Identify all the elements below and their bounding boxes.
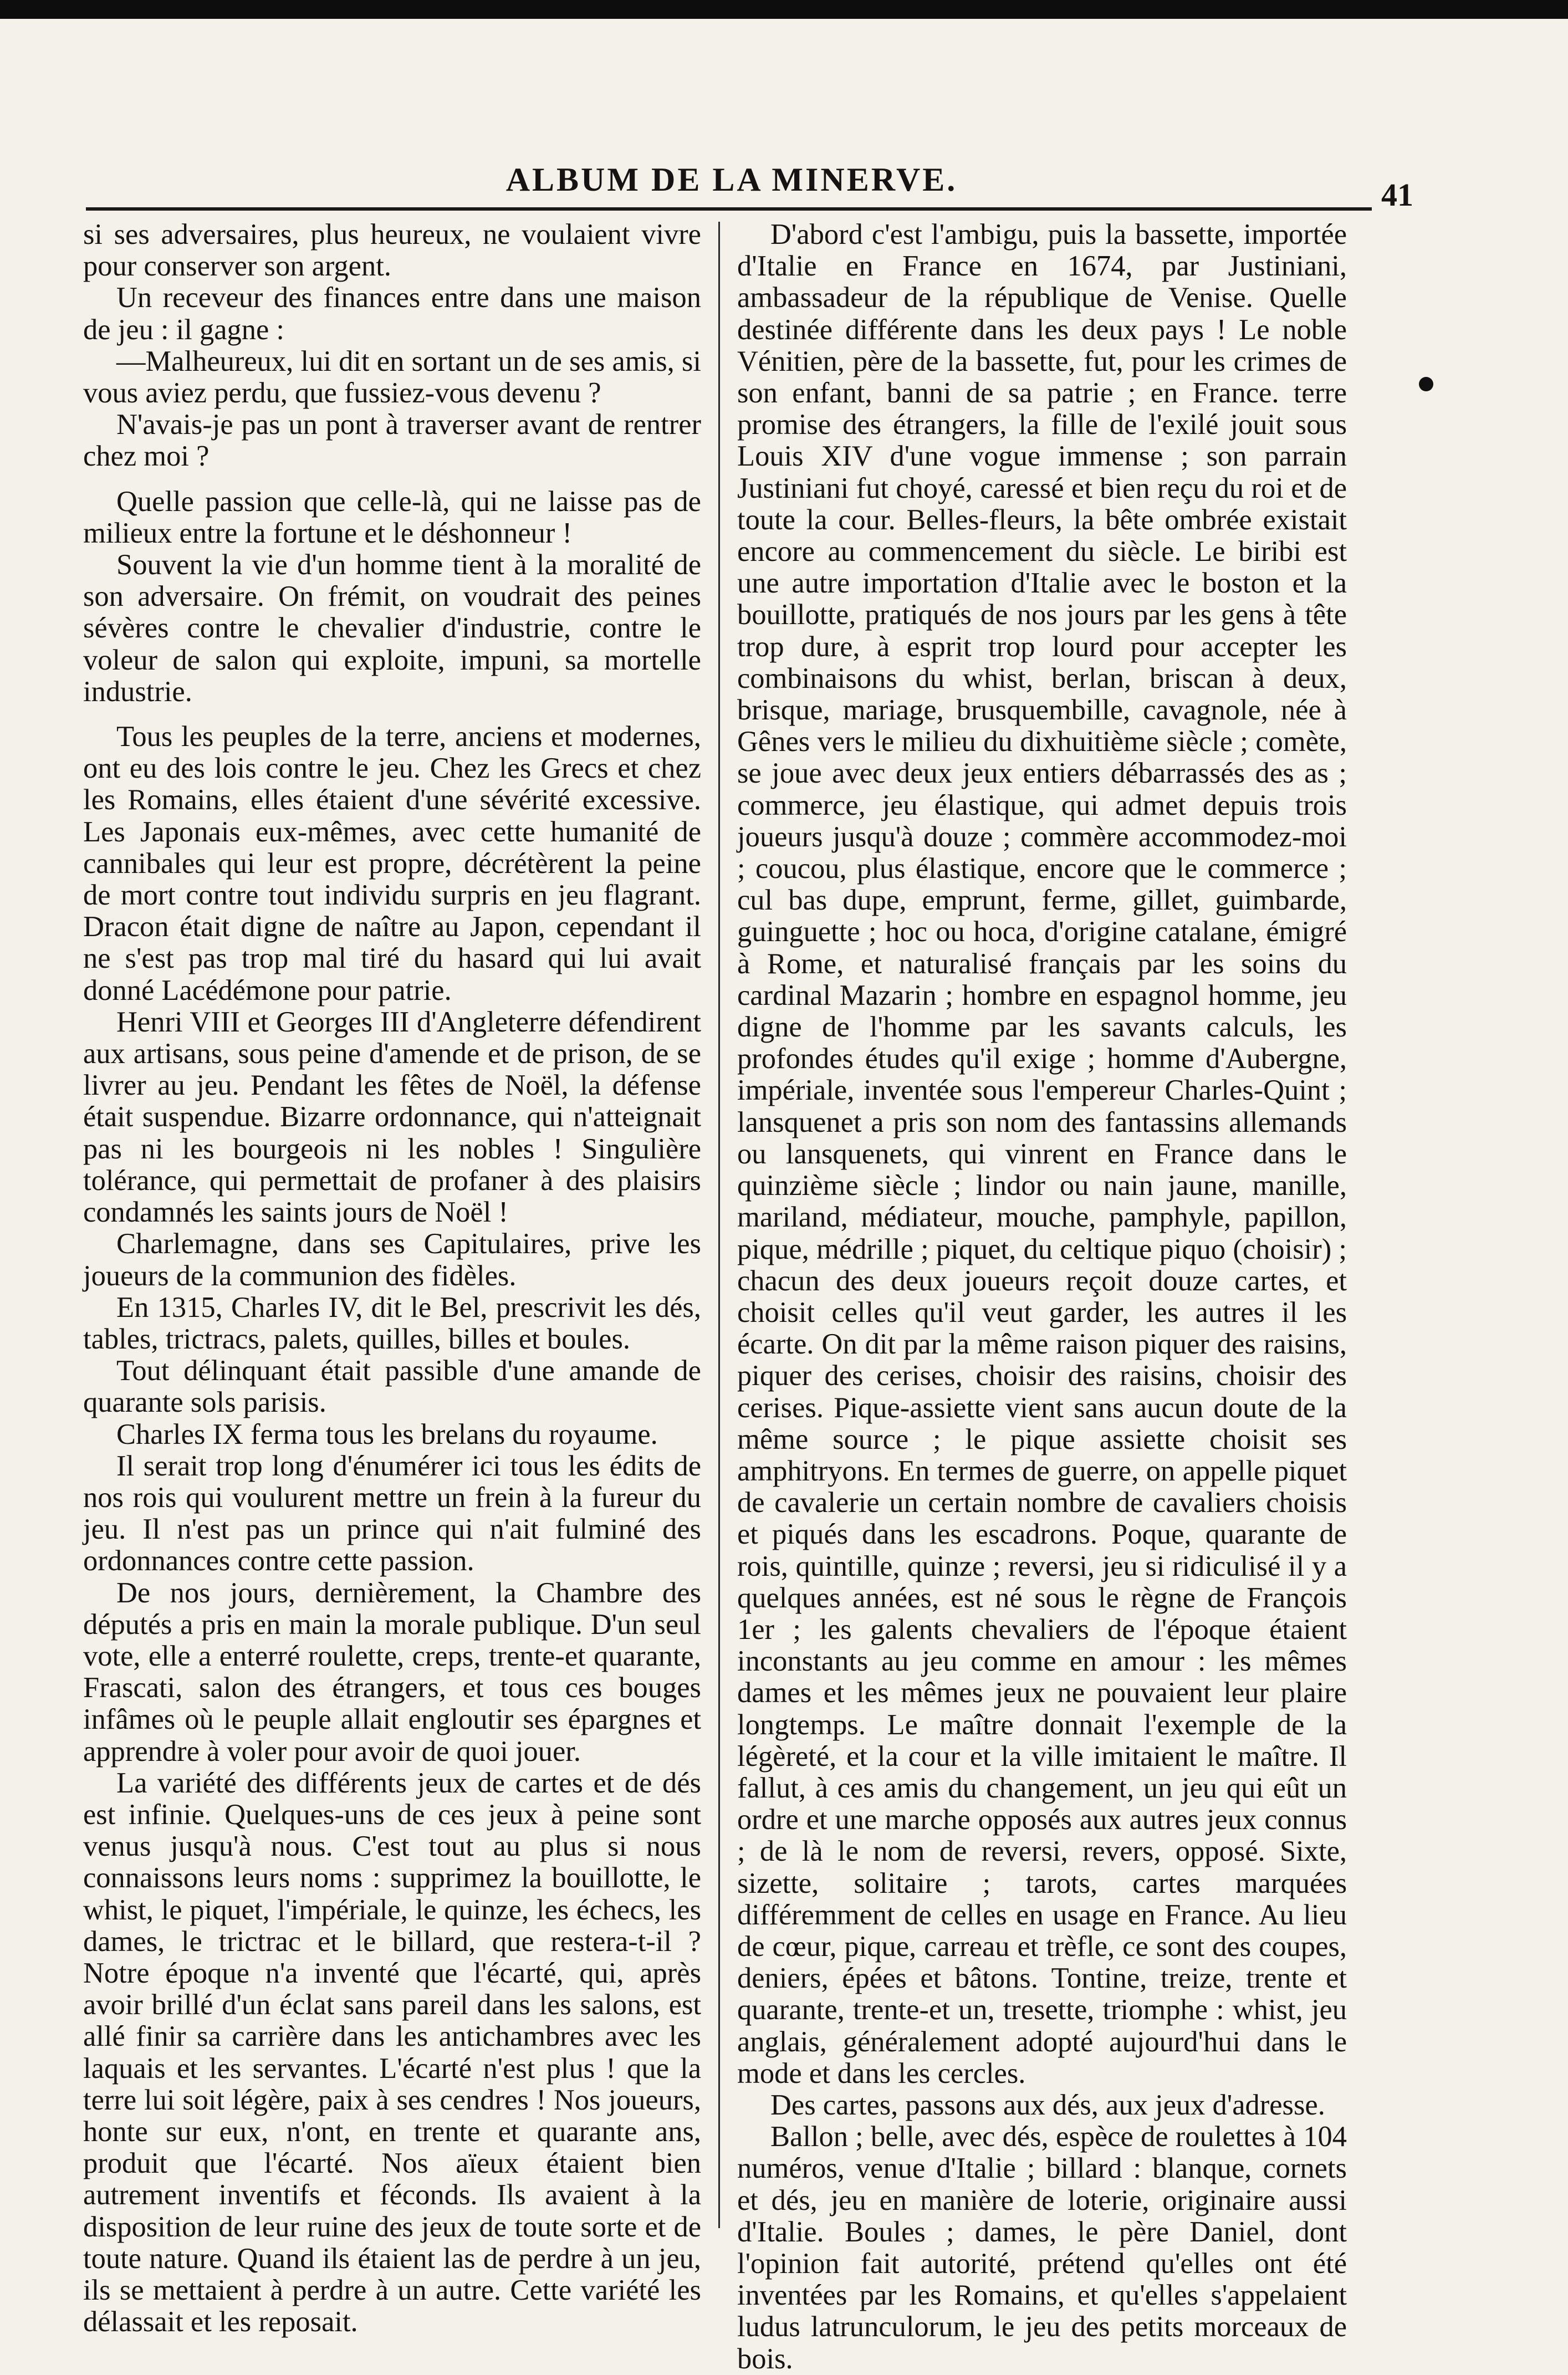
running-title: ALBUM DE LA MINERVE. (505, 161, 958, 198)
paragraph: Il serait trop long d'énumérer ici tous les édits de nos rois qui voulurent mettre un frein à la fureur du jeu. Il n'est pas un prince qui n'ait fulminé des ordonnances contre cette passion. (83, 1449, 701, 1577)
paragraph: D'abord c'est l'ambigu, puis la bassette, importée d'Italie en France en 1674, par Justiniani, ambassadeur de la république de Venise. Quelle destinée différente dans les deux pays ! Le noble Vénitien, père de la bassette, fut, pour les crimes de son enfant, banni de sa patrie ; en France. terre promise des étrangers, la fille de l'exilé jouit sous Louis XIV d'une vogue immense ; son parrain Justiniani fut choyé, caressé et bien reçu du roi et de toute la cour. Belles-fleurs, la bête ombrée existait encore au commencement du siècle. Le biribi est une autre importation d'Italie avec le boston et la bouillotte, pratiqués de nos jours par les gens à tête trop dure, à esprit trop lourd pour accepter les combinaisons du whist, berlan, briscan à deux, brisque, mariage, brusquembille, cavagnole, née à Gênes vers le milieu du dixhuitième siècle ; comète, se joue avec deux jeux entiers débarrassés des as ; commerce, jeu élastique, qui admet depuis trois joueurs jusqu'à douze ; commère accommodez-moi ; coucou, plus élastique, encore que le commerce ; cul bas dupe, emprunt, ferme, gillet, guimbarde, guinguette ; hoc ou hoca, d'origine catalane, émigré à Rome, et naturalisé français par les soins du cardinal Mazarin ; hombre en espagnol homme, jeu digne de l'homme par les savants calculs, les profondes études qu'il exige ; homme d'Aubergne, impériale, inventée sous l'empereur Charles-Quint ; lansquenet a pris son nom des fantassins allemands ou lansquenets, qui vinrent en France dans le quinzième siècle ; lindor ou nain jaune, manille, mariland, médiateur, mouche, pamphyle, papillon, pique, médrille ; piquet, du celtique piquo (choisir) ; chacun des deux joueurs reçoit douze cartes, et choisit celles qu'il veut garder, les autres il les écarte. On dit par la même raison piquer des raisins, piquer des cerises, choisir des raisins, choisir des cerises. Pique-assiette vient sans aucun doute de la même source ; le pique assiette choisit ses amphitryons. En termes de guerre, on appelle piquet de cavalerie un certain nombre de cavaliers choisis et piqués dans les escadrons. Poque, quarante de rois, quintille, quinze ; reversi, jeu si ridiculisé il y a quelques années, est né sous le règne de François 1er ; les galents chevaliers de l'époque étaient inconstants au jeu comme en amour : les mêmes dames et les mêmes jeux ne pouvaient leur plaire longtemps. Le maître donnait l'exemple de la légèreté, et la cour et la ville imitaient le maître. Il fallut, à ces amis du changement, un jeu qui eût un ordre et une marche opposés aux autres jeux connus ; de là le nom de reversi, revers, opposé. Sixte, sizette, solitaire ; tarots, cartes marquées différemment de celles en usage en France. Au lieu de cœur, pique, carreau et trèfle, ce sont des coupes, deniers, épées et bâtons. Tontine, treize, trente et quarante, trente-et un, tresette, triomphe : whist, jeu anglais, généralement adopté aujourd'hui dans le mode et dans les cercles. (737, 218, 1347, 2090)
left-column (83, 219, 701, 2338)
paragraph: En 1315, Charles IV, dit le Bel, prescrivit les dés, tables, trictracs, palets, quilles, billes et boules. (83, 1291, 701, 1355)
paragraph: Charles IX ferma tous les brelans du royaume. (116, 1418, 658, 1450)
paragraph: Un receveur des finances entre dans une maison de jeu : il gagne : (83, 282, 701, 346)
paragraph: Tous les peuples de la terre, anciens et modernes, ont eu des lois contre le jeu. Chez les Grecs et chez les Romains, elles étaient d'une sévérité excessive. Les Japonais eux-mêmes, avec cette humanité de cannibales qui leur est propre, décrétèrent la peine de mort contre tout individu surpris en jeu flagrant. Dracon était digne de naître au Japon, cependant il ne s'est pas trop mal tiré du hasard qui lui avait donné Lacédémone pour patrie. (83, 721, 701, 1007)
paragraph: De nos jours, dernièrement, la Chambre des députés a pris en main la morale publique. D'un seul vote, elle a enterré roulette, creps, trente-et quarante, Frascati, salon des étrangers, et tous ces bouges infâmes où le peuple allait engloutir ses épargnes et apprendre à voler pour avoir de quoi jouer. (83, 1576, 701, 1768)
scan-top-edge (0, 0, 1568, 19)
paragraph: N'avais-je pas un pont à traverser avant de rentrer chez moi ? (83, 408, 701, 473)
margin-ink-dot (1419, 377, 1433, 391)
page-header (83, 161, 1413, 213)
header-rule (86, 207, 1372, 211)
page-number: 41 (1381, 177, 1413, 213)
column-divider (718, 222, 720, 2228)
paragraph: si ses adversaires, plus heureux, ne voulaient vivre pour conserver son argent. (83, 218, 701, 283)
paragraph: Des cartes, passons aux dés, aux jeux d'adresse. (770, 2088, 1325, 2121)
right-column (737, 219, 1347, 2375)
paragraph: Charlemagne, dans ses Capitulaires, prive les joueurs de la communion des fidèles. (83, 1228, 701, 1292)
paragraph: Quelle passion que celle-là, qui ne laisse pas de milieux entre la fortune et le déshonneur ! (83, 485, 701, 549)
paragraph: Tout délinquant était passible d'une amande de quarante sols parisis. (83, 1355, 701, 1419)
paragraph: —Malheureux, lui dit en sortant un de ses amis, si vous aviez perdu, que fussiez-vous devenu ? (83, 345, 701, 410)
paragraph: La variété des différents jeux de cartes et de dés est infinie. Quelques-uns de ces jeux à peine sont venus jusqu'à nous. C'est tout au plus si nous connaissons leurs noms : supprimez la bouillotte, le whist, le piquet, l'impériale, le quinze, les échecs, les dames, le trictrac et le billard, que restera-t-il ? Notre époque n'a inventé que l'écarté, qui, après avoir brillé d'un éclat sans pareil dans les salons, est allé finir sa carrière dans les antichambres avec les laquais et les servantes. L'écarté n'est plus ! que la terre lui soit légère, paix à ses cendres ! Nos joueurs, honte sur eux, n'ont, en trente et quarante ans, produit que l'écarté. Nos aïeux étaient bien autrement inventifs et féconds. Ils avaient à la disposition de leur ruine des jeux de toute sorte et de toute nature. Quand ils étaient las de perdre à un jeu, ils se mettaient à perdre à un autre. Cette variété les délassait et les reposait. (83, 1766, 701, 2338)
paragraph: Henri VIII et Georges III d'Angleterre défendirent aux artisans, sous peine d'amende et de prison, de se livrer au jeu. Pendant les fêtes de Noël, la défense était suspendue. Bizarre ordonnance, qui n'atteignait pas ni les bourgeois ni les nobles ! Singulière tolérance, qui permettait de profaner à des plaisirs condamnés les saints jours de Noël ! (83, 1005, 701, 1229)
paragraph: Souvent la vie d'un homme tient à la moralité de son adversaire. On frémit, on voudrait des peines sévères contre le chevalier d'industrie, contre le voleur de salon qui exploite, impuni, sa mortelle industrie. (83, 549, 701, 708)
paragraph: Ballon ; belle, avec dés, espèce de roulettes à 104 numéros, venue d'Italie ; billard : blanque, cornets et dés, jeu en manière de loterie, originaire aussi d'Italie. Boules ; dames, le père Daniel, dont l'opinion fait autorité, prétend qu'elles ont été inventées par les Romains, et qu'elles s'appelaient ludus latrunculorum, le jeu des petits morceaux de bois. (737, 2121, 1347, 2375)
